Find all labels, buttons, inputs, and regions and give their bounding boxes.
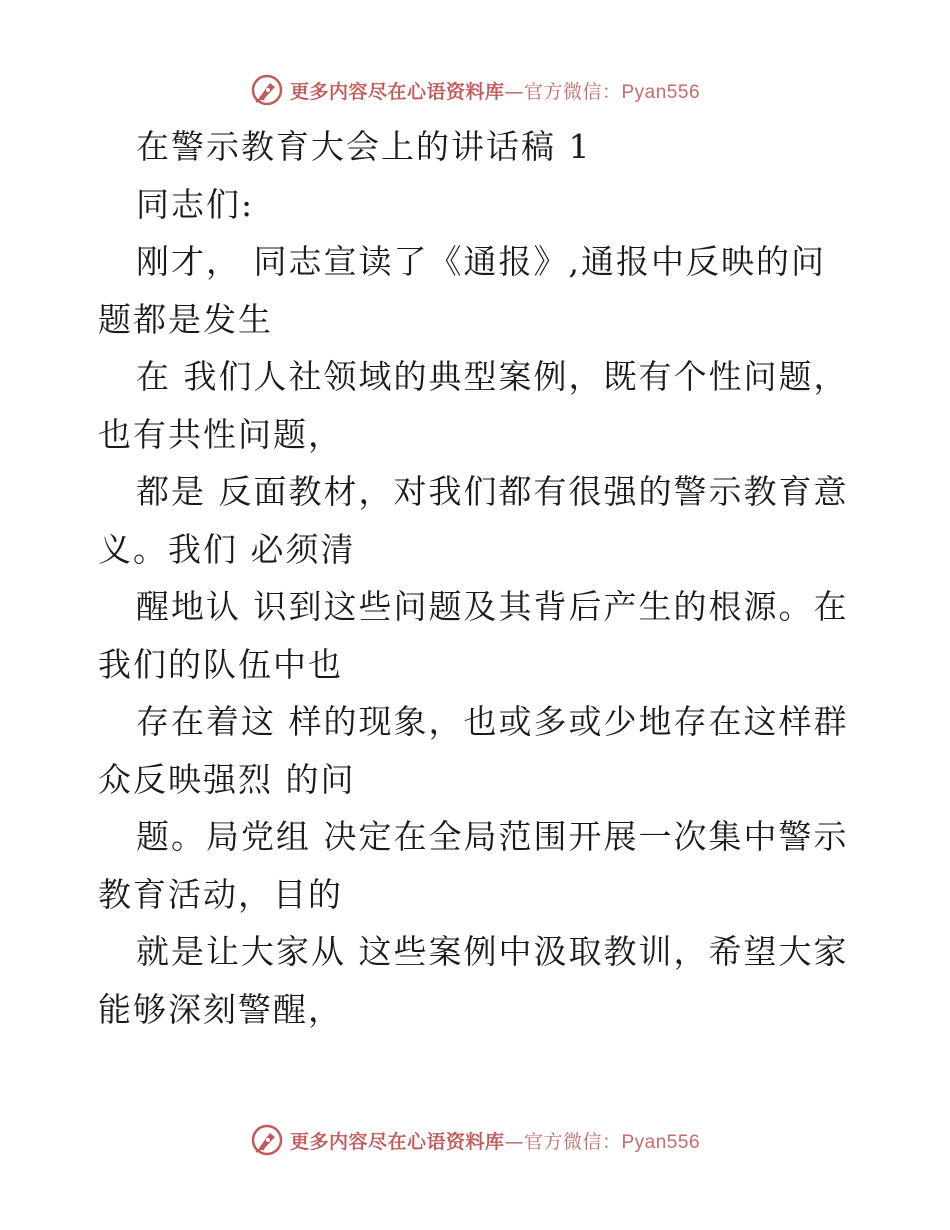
paragraph: 题。局党组 决定在全局范围开展一次集中警示教育活动，目的 <box>98 817 849 914</box>
header-watermark-banner <box>0 70 950 110</box>
paragraph: 同志们: <box>136 184 255 224</box>
document-body <box>98 118 858 1038</box>
watermark-separator: — <box>504 1130 524 1153</box>
paragraph: 醒地认 识到这些问题及其背后产生的根源。在我们的队伍中也 <box>98 587 849 684</box>
paragraph: 都是 反面教材，对我们都有很强的警示教育意义。我们 必须清 <box>98 472 849 569</box>
paragraph: 在 我们人社领域的典型案例，既有个性问题，也有共性问题， <box>98 357 849 454</box>
paragraph: 刚才， 同志宣读了《通报》,通报中反映的问题都是发生 <box>98 242 826 339</box>
pen-nib-logo-icon <box>250 1123 284 1157</box>
pen-nib-logo-icon <box>250 73 284 107</box>
watermark-text <box>290 77 700 104</box>
watermark-wechat-label: 官方微信： <box>523 1130 622 1153</box>
watermark-separator: — <box>504 80 524 103</box>
paragraph: 就是让大家从 这些案例中汲取教训，希望大家能够深刻警醒， <box>98 932 849 1029</box>
footer-watermark-banner <box>0 1120 950 1160</box>
watermark-wechat-label: 官方微信： <box>523 80 622 103</box>
document-title: 在警示教育大会上的讲话稿 1 <box>136 127 592 166</box>
watermark-text <box>290 1127 700 1154</box>
watermark-wechat-id: Pyan556 <box>621 81 701 103</box>
watermark-wechat-id: Pyan556 <box>621 1131 701 1153</box>
watermark-site-text: 更多内容尽在心语资料库 <box>289 80 505 103</box>
paragraph: 存在着这 样的现象，也或多或少地存在这样群众反映强烈 的问 <box>98 702 849 799</box>
watermark-site-text: 更多内容尽在心语资料库 <box>289 1130 505 1153</box>
